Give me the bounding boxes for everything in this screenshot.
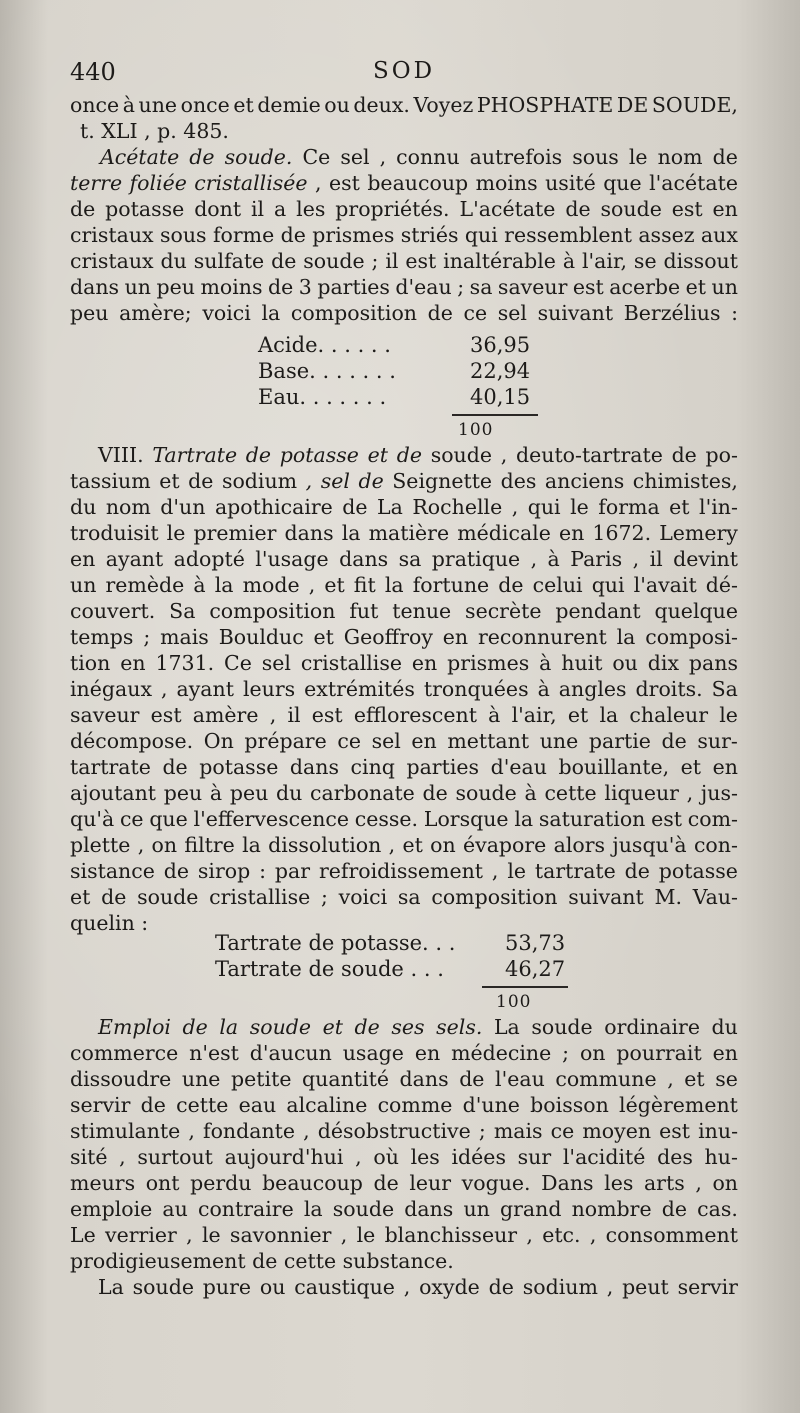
text-line: en ayant adopté l'usage dans sa pratique , à Paris , il devint: [70, 547, 738, 571]
text-line: dans un peu moins de 3 parties d'eau ; sa saveur est acerbe et un: [70, 275, 738, 299]
text-line: cristaux du sulfate de soude ; il est inaltérable à l'air, se dissout: [70, 249, 738, 273]
text-line: emploie au contraire la soude dans un grand nombre de cas.: [70, 1197, 738, 1221]
page-header: [70, 58, 738, 86]
text-line: et de soude cristallise ; voici sa composition suivant M. Vau-: [70, 885, 738, 909]
page-number: 440: [70, 58, 116, 86]
text-line: troduisit le premier dans la matière médicale en 1672. Lemery: [70, 521, 738, 545]
table-total: 100: [496, 992, 532, 1012]
text-line: quelin :: [70, 911, 149, 935]
table-total: 100: [458, 420, 494, 440]
text-line: servir de cette eau alcaline comme d'une boisson légèrement: [70, 1093, 738, 1117]
text-line: qu'à ce que l'effervescence cesse. Lorsque la saturation est com-: [70, 807, 738, 831]
text-line: tion en 1731. Ce sel cristallise en prismes à huit ou dix pans: [70, 651, 738, 675]
text-line: inégaux , ayant leurs extrémités tronquées à angles droits. Sa: [70, 677, 738, 701]
table-row-value: 36,95: [470, 333, 531, 357]
table-row-label: Acide. . . . . .: [258, 333, 391, 357]
text-line: saveur est amère , il est efflorescent à l'air, et la chaleur le: [70, 703, 738, 727]
text-line: sistance de sirop : par refroidissement , le tartrate de potasse: [70, 859, 738, 883]
running-head: SOD: [372, 58, 436, 84]
text-line: La soude pure ou caustique , oxyde de sodium , peut servir: [98, 1275, 738, 1299]
text-line: meurs ont perdu beaucoup de leur vogue. Dans les arts , on: [70, 1171, 738, 1195]
text-line: de potasse dont il a les propriétés. L'acétate de soude est en: [70, 197, 738, 221]
table-row-label: Tartrate de soude . . .: [215, 957, 444, 981]
text-line: décompose. On prépare ce sel en mettant une partie de sur-: [70, 729, 738, 753]
table-row-value: 40,15: [470, 385, 531, 409]
table-row-label: Eau. . . . . . .: [258, 385, 387, 409]
text-line: cristaux sous forme de prismes striés qui ressemblent assez aux: [70, 223, 738, 247]
text-line: couvert. Sa composition fut tenue secrète pendant quelque: [70, 599, 738, 623]
text-line: dissoudre une petite quantité dans de l'eau commune , et se: [70, 1067, 738, 1091]
table-row-label: Base. . . . . . .: [258, 359, 396, 383]
text-line: un remède à la mode , et fit la fortune de celui qui l'avait dé-: [70, 573, 738, 597]
table-row-value: 53,73: [505, 931, 566, 955]
text-line: VIII. Tartrate de potasse et de soude , deuto-tartrate de po-: [98, 443, 738, 467]
text-line: tassium et de sodium , sel de Seignette des anciens chimistes,: [70, 469, 738, 493]
text-line: ajoutant peu à peu du carbonate de soude à cette liqueur , jus-: [70, 781, 738, 805]
text-line: du nom d'un apothicaire de La Rochelle , qui le forma et l'in-: [70, 495, 738, 519]
text-line: commerce n'est d'aucun usage en médecine ; on pourrait en: [70, 1041, 738, 1065]
text-line: sité , surtout aujourd'hui , où les idées sur l'acidité des hu-: [70, 1145, 738, 1169]
text-line: terre foliée cristallisée , est beaucoup moins usité que l'acétate: [70, 171, 738, 195]
table-row-label: Tartrate de potasse. . .: [215, 931, 456, 955]
text-line: t. XLI , p. 485.: [80, 119, 229, 143]
table-row-value: 22,94: [470, 359, 531, 383]
text-line: peu amère; voici la composition de ce sel suivant Berzélius :: [70, 301, 738, 325]
text-line: prodigieusement de cette substance.: [70, 1249, 454, 1273]
text-line: temps ; mais Boulduc et Geoffroy en reconnurent la composi-: [70, 625, 738, 649]
text-line: Le verrier , le savonnier , le blanchisseur , etc. , consomment: [70, 1223, 738, 1247]
sum-rule: [452, 414, 538, 416]
table-row-value: 46,27: [505, 957, 566, 981]
text-line: stimulante , fondante , désobstructive ; mais ce moyen est inu-: [70, 1119, 738, 1143]
sum-rule: [482, 986, 568, 988]
text-line: Acétate de soude. Ce sel , connu autrefois sous le nom de: [100, 145, 738, 169]
text-line: Emploi de la soude et de ses sels. La soude ordinaire du: [98, 1015, 738, 1039]
text-line: plette , on filtre la dissolution , et on évapore alors jusqu'à con-: [70, 833, 738, 857]
text-line: tartrate de potasse dans cinq parties d'eau bouillante, et en: [70, 755, 738, 779]
text-line: once à une once et demie ou deux. Voyez PHOSPHATE DE SOUDE,: [70, 93, 738, 117]
